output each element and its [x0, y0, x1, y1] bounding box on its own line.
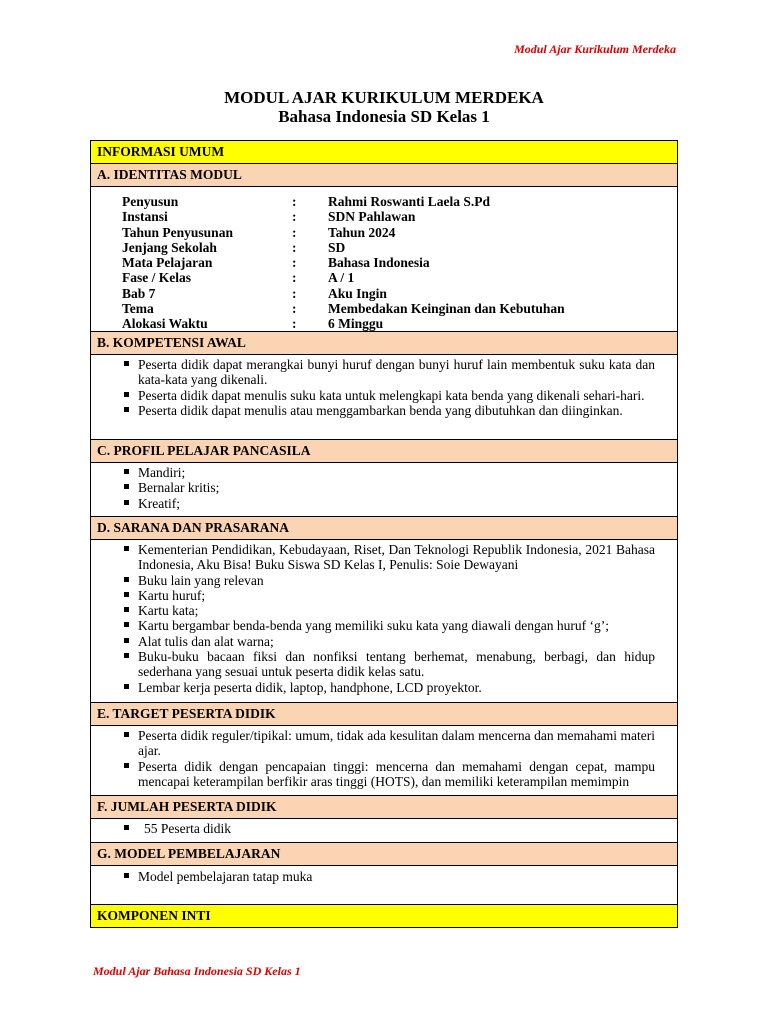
list-item: Alat tulis dan alat warna;	[122, 634, 655, 649]
identitas-row: Fase / Kelas : A / 1	[122, 270, 355, 286]
list-item: Bernalar kritis;	[122, 480, 655, 495]
sarana-body	[91, 540, 677, 703]
section-profil-heading: C. PROFIL PELAJAR PANCASILA	[91, 440, 677, 463]
identitas-row: Tema : Membedakan Keinginan dan Kebutuhan	[122, 301, 565, 317]
list-item: 55 Peserta didik	[122, 821, 655, 836]
identitas-row: Alokasi Waktu : 6 Minggu	[122, 316, 384, 332]
list-item: Kartu huruf;	[122, 588, 655, 603]
list-item: Peserta didik dapat merangkai bunyi huruf dengan bunyi huruf lain membentuk suku kata dan kata-kata yang dikenali.	[122, 357, 655, 388]
target-body	[91, 726, 677, 796]
section-informasi-umum: INFORMASI UMUM	[91, 141, 677, 164]
section-jumlah-heading: F. JUMLAH PESERTA DIDIK	[91, 796, 677, 819]
section-identitas-heading: A. IDENTITAS MODUL	[91, 164, 677, 187]
list-item: Kartu kata;	[122, 603, 655, 618]
list-item: Buku lain yang relevan	[122, 573, 655, 588]
identitas-row: Jenjang Sekolah : SD	[122, 239, 346, 255]
identitas-row: Tahun Penyusunan : Tahun 2024	[122, 224, 396, 240]
identitas-row: Instansi : SDN Pahlawan	[122, 209, 416, 225]
list-item: Model pembelajaran tatap muka	[122, 869, 655, 884]
jumlah-body	[91, 819, 677, 843]
page-title	[0, 88, 768, 126]
identitas-row: Bab 7 : Aku Ingin	[122, 285, 387, 301]
section-komponen-inti: KOMPONEN INTI	[91, 905, 677, 927]
identitas-body	[91, 187, 677, 332]
list-item: Peserta didik dapat menulis suku kata untuk melengkapi kata benda yang dikenali sehari-hari.	[122, 388, 655, 403]
list-item: Kementerian Pendidikan, Kebudayaan, Riset, Dan Teknologi Republik Indonesia, 2021 Bahasa Indonesia, Aku Bisa! Buku Siswa SD Kelas I, Penulis: Soie Dewayani	[122, 542, 655, 573]
header-note: Modul Ajar Kurikulum Merdeka	[514, 42, 676, 56]
section-kompetensi-heading: B. KOMPETENSI AWAL	[91, 332, 677, 355]
section-model-heading: G. MODEL PEMBELAJARAN	[91, 843, 677, 866]
list-item: Peserta didik dapat menulis atau menggambarkan benda yang dibutuhkan dan diinginkan.	[122, 403, 655, 418]
list-item: Mandiri;	[122, 465, 655, 480]
section-target-heading: E. TARGET PESERTA DIDIK	[91, 703, 677, 726]
list-item: Lembar kerja peserta didik, laptop, handphone, LCD proyektor.	[122, 680, 655, 695]
module-table	[90, 140, 678, 928]
list-item: Buku-buku bacaan fiksi dan nonfiksi tentang berhemat, menabung, berbagi, dan hidup sederhana yang sesuai untuk peserta didik kelas satu.	[122, 649, 655, 680]
list-item: Kreatif;	[122, 496, 655, 511]
identitas-row: Mata Pelajaran : Bahasa Indonesia	[122, 255, 430, 271]
section-sarana-heading: D. SARANA DAN PRASARANA	[91, 517, 677, 540]
list-item: Kartu bergambar benda-benda yang memiliki suku kata yang diawali dengan huruf ‘g’;	[122, 618, 655, 633]
title-line-1: MODUL AJAR KURIKULUM MERDEKA	[224, 88, 544, 107]
identitas-row: Penyusun : Rahmi Roswanti Laela S.Pd	[122, 194, 491, 209]
title-line-2: Bahasa Indonesia SD Kelas 1	[278, 107, 490, 126]
list-item: Peserta didik dengan pencapaian tinggi: mencerna dan memahami dengan cepat, mampu mencapai keterampilan berfikir aras tinggi (HOTS), dan memiliki keterampilan memimpin	[122, 759, 655, 790]
footer-note: Modul Ajar Bahasa Indonesia SD Kelas 1	[93, 964, 301, 978]
profil-body	[91, 463, 677, 517]
kompetensi-body	[91, 355, 677, 440]
model-body	[91, 866, 677, 905]
list-item: Peserta didik reguler/tipikal: umum, tidak ada kesulitan dalam mencerna dan memahami materi ajar.	[122, 728, 655, 759]
